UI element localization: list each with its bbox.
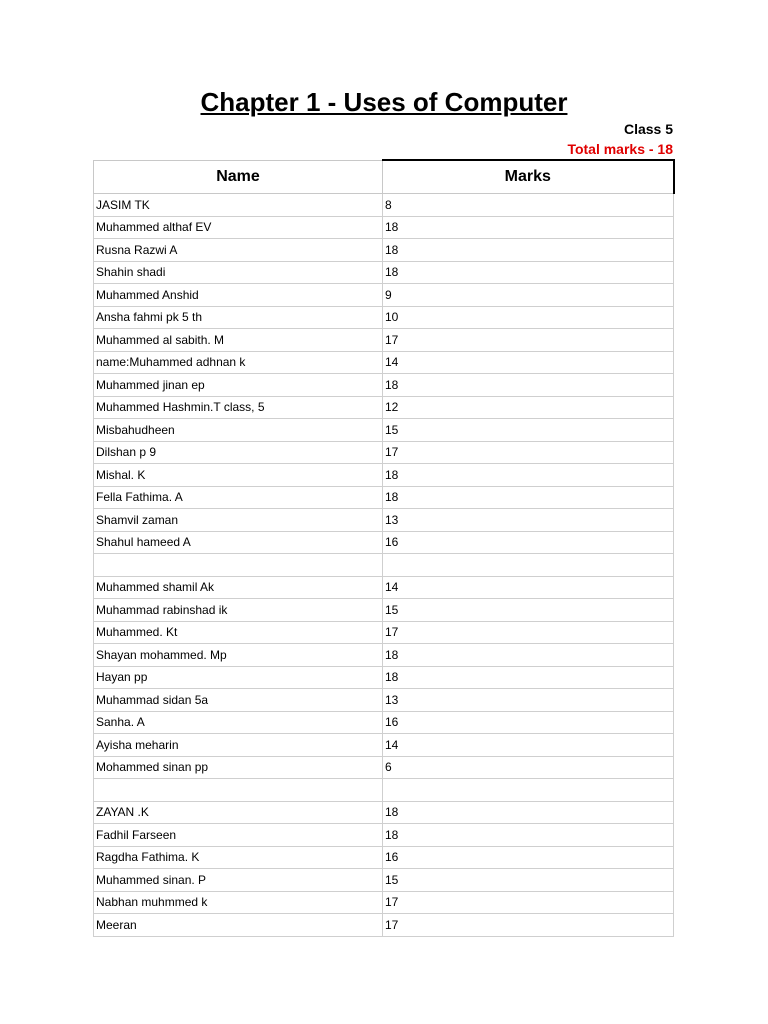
marks-cell: 18	[383, 374, 674, 397]
marks-cell	[383, 554, 674, 577]
student-name-cell: Muhammed. Kt	[94, 621, 383, 644]
marks-cell: 8	[383, 194, 674, 217]
table-row	[94, 644, 674, 667]
student-name-cell: Rusna Razwi A	[94, 239, 383, 262]
student-name-cell: ZAYAN .K	[94, 801, 383, 824]
table-row	[94, 869, 674, 892]
student-name-cell: Muhammed sinan. P	[94, 869, 383, 892]
table-row	[94, 711, 674, 734]
student-name-cell: Muhammed jinan ep	[94, 374, 383, 397]
table-row	[94, 194, 674, 217]
table-row	[94, 576, 674, 599]
student-name-cell: Nabhan muhmmed k	[94, 891, 383, 914]
marks-cell: 18	[383, 216, 674, 239]
marks-cell: 18	[383, 239, 674, 262]
marks-cell: 15	[383, 419, 674, 442]
table-row	[94, 509, 674, 532]
marks-cell: 16	[383, 531, 674, 554]
page-title: Chapter 1 - Uses of Computer	[200, 87, 568, 117]
marks-cell: 14	[383, 351, 674, 374]
student-name-cell: Meeran	[94, 914, 383, 937]
student-name-cell: Ansha fahmi pk 5 th	[94, 306, 383, 329]
table-row	[94, 554, 674, 577]
marks-cell: 18	[383, 801, 674, 824]
table-row	[94, 846, 674, 869]
student-name-cell	[94, 554, 383, 577]
table-row	[94, 239, 674, 262]
marks-cell: 17	[383, 441, 674, 464]
table-row	[94, 284, 674, 307]
marks-cell: 14	[383, 734, 674, 757]
table-row	[94, 441, 674, 464]
marks-cell: 18	[383, 464, 674, 487]
student-name-cell: Shamvil zaman	[94, 509, 383, 532]
table-row	[94, 329, 674, 352]
table-row	[94, 914, 674, 937]
marks-cell: 17	[383, 914, 674, 937]
marks-cell: 13	[383, 689, 674, 712]
student-name-cell: Fella Fathima. A	[94, 486, 383, 509]
student-name-cell: Hayan pp	[94, 666, 383, 689]
table-row	[94, 351, 674, 374]
student-name-cell: Shahul hameed A	[94, 531, 383, 554]
student-name-cell: Muhammad rabinshad ik	[94, 599, 383, 622]
student-name-cell: Sanha. A	[94, 711, 383, 734]
student-name-cell: name:Muhammed adhnan k	[94, 351, 383, 374]
marks-cell: 17	[383, 621, 674, 644]
table-row	[94, 621, 674, 644]
class-label: Class 5	[623, 121, 673, 137]
column-header-name: Name	[94, 160, 383, 194]
marks-cell: 18	[383, 666, 674, 689]
table-row	[94, 824, 674, 847]
student-name-cell: Misbahudheen	[94, 419, 383, 442]
table-row	[94, 734, 674, 757]
table-row	[94, 779, 674, 802]
student-name-cell: Shayan mohammed. Mp	[94, 644, 383, 667]
table-row	[94, 306, 674, 329]
student-name-cell: Muhammad sidan 5a	[94, 689, 383, 712]
table-row	[94, 599, 674, 622]
student-name-cell: Dilshan p 9	[94, 441, 383, 464]
student-name-cell	[94, 779, 383, 802]
table-row	[94, 419, 674, 442]
student-name-cell: Muhammed Anshid	[94, 284, 383, 307]
table-row	[94, 261, 674, 284]
table-row	[94, 801, 674, 824]
marks-cell: 16	[383, 711, 674, 734]
student-name-cell: Muhammed al sabith. M	[94, 329, 383, 352]
table-row	[94, 464, 674, 487]
student-name-cell: Muhammed althaf EV	[94, 216, 383, 239]
student-name-cell: Ayisha meharin	[94, 734, 383, 757]
total-marks-label: Total marks - 18	[567, 141, 673, 157]
marks-cell	[383, 779, 674, 802]
student-name-cell: JASIM TK	[94, 194, 383, 217]
table-row	[94, 486, 674, 509]
marks-cell: 15	[383, 599, 674, 622]
marks-cell: 6	[383, 756, 674, 779]
marks-cell: 18	[383, 486, 674, 509]
marks-cell: 18	[383, 824, 674, 847]
student-name-cell: Mohammed sinan pp	[94, 756, 383, 779]
table-row	[94, 374, 674, 397]
table-row	[94, 666, 674, 689]
student-name-cell: Muhammed Hashmin.T class, 5	[94, 396, 383, 419]
marks-cell: 18	[383, 644, 674, 667]
student-name-cell: Ragdha Fathima. K	[94, 846, 383, 869]
table-row	[94, 396, 674, 419]
marks-table	[93, 159, 675, 937]
marks-cell: 15	[383, 869, 674, 892]
table-row	[94, 216, 674, 239]
table-header-row	[94, 160, 674, 194]
marks-cell: 14	[383, 576, 674, 599]
table-row	[94, 689, 674, 712]
marks-cell: 13	[383, 509, 674, 532]
marks-cell: 18	[383, 261, 674, 284]
marks-cell: 9	[383, 284, 674, 307]
marks-cell: 12	[383, 396, 674, 419]
table-row	[94, 531, 674, 554]
student-name-cell: Fadhil Farseen	[94, 824, 383, 847]
table-row	[94, 891, 674, 914]
column-header-marks: Marks	[383, 160, 674, 194]
student-name-cell: Muhammed shamil Ak	[94, 576, 383, 599]
student-name-cell: Mishal. K	[94, 464, 383, 487]
student-name-cell: Shahin shadi	[94, 261, 383, 284]
marks-cell: 10	[383, 306, 674, 329]
marks-cell: 17	[383, 891, 674, 914]
marks-cell: 16	[383, 846, 674, 869]
table-body	[94, 194, 674, 937]
table-row	[94, 756, 674, 779]
marks-cell: 17	[383, 329, 674, 352]
